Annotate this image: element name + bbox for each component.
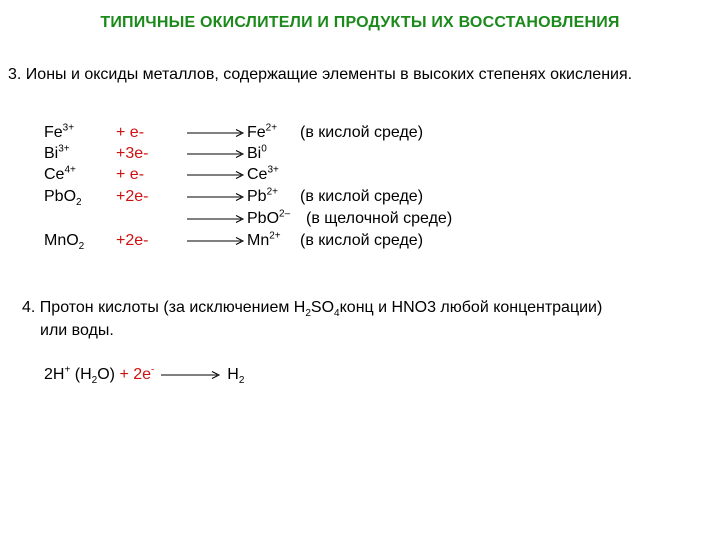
proton-product: $H_2$ [227, 366, 245, 387]
reaction-arrow-icon [186, 125, 246, 144]
reaction-arrow-icon [186, 233, 246, 252]
section-4-line-1 [22, 296, 602, 319]
reaction-medium: (в кислой среде) [300, 124, 424, 141]
reaction-electrons: + e- [116, 124, 145, 141]
reaction-species: $Ce^{4+}$ [44, 164, 76, 183]
reaction-product: $Ce^{3+}$ [247, 164, 279, 183]
reaction-species: MnO$_2$ [44, 232, 85, 253]
page-title: ТИПИЧНЫЕ ОКИСЛИТЕЛИ И ПРОДУКТЫ ИХ ВОССТАНОВЛЕНИЯ [100, 14, 620, 31]
reaction-medium: (в кислой среде) [300, 188, 424, 205]
proton-reaction [44, 364, 245, 387]
reaction-arrow-icon [159, 370, 223, 380]
reaction-electrons: + e- [116, 166, 145, 183]
section-4-heading [22, 296, 602, 342]
reaction-species: $Fe^{3+}$ [44, 122, 75, 141]
section-4-sub-2: 4 [334, 308, 340, 320]
reaction-arrow-icon [186, 211, 246, 230]
reaction-arrow-icon [186, 167, 246, 186]
reaction-species: $Bi^{3+}$ [44, 143, 70, 162]
section-4-sub-1: 2 [305, 308, 311, 320]
section-4-text-b: SO [310, 299, 335, 316]
reaction-electrons: +3e- [116, 145, 149, 162]
reaction-species: PbO$_2$ [44, 188, 82, 209]
proton-electrons: + 2e- [119, 364, 155, 383]
section-4-text-a: 4. Протон кислоты (за исключением H [22, 299, 306, 316]
reaction-product: $Fe^{2+}$ [247, 122, 278, 141]
reaction-product: Bi$^0$ [247, 143, 267, 162]
reaction-arrow-icon [186, 146, 246, 165]
reaction-product: $Pb^{2+}$ [247, 186, 278, 205]
reaction-product: PbO$^{2-}$ [247, 208, 291, 227]
reaction-electrons: +2e- [116, 232, 149, 249]
section-4-line-2: или воды. [40, 322, 114, 339]
reaction-medium: (в кислой среде) [300, 232, 424, 249]
section-4-text-c: конц и HNO3 любой концентрации) [339, 299, 603, 316]
reaction-arrow-icon [186, 189, 246, 208]
reaction-product: $Mn^{2+}$ [247, 230, 281, 249]
reaction-electrons: +2e- [116, 188, 149, 205]
proton-water: $(H_2O)$ [74, 366, 115, 387]
section-3-heading: 3. Ионы и оксиды металлов, содержащие элементы в высоких степенях окисления. [8, 66, 633, 83]
proton-reactant: 2H+ [44, 364, 71, 383]
reaction-medium: (в щелочной среде) [306, 210, 453, 227]
